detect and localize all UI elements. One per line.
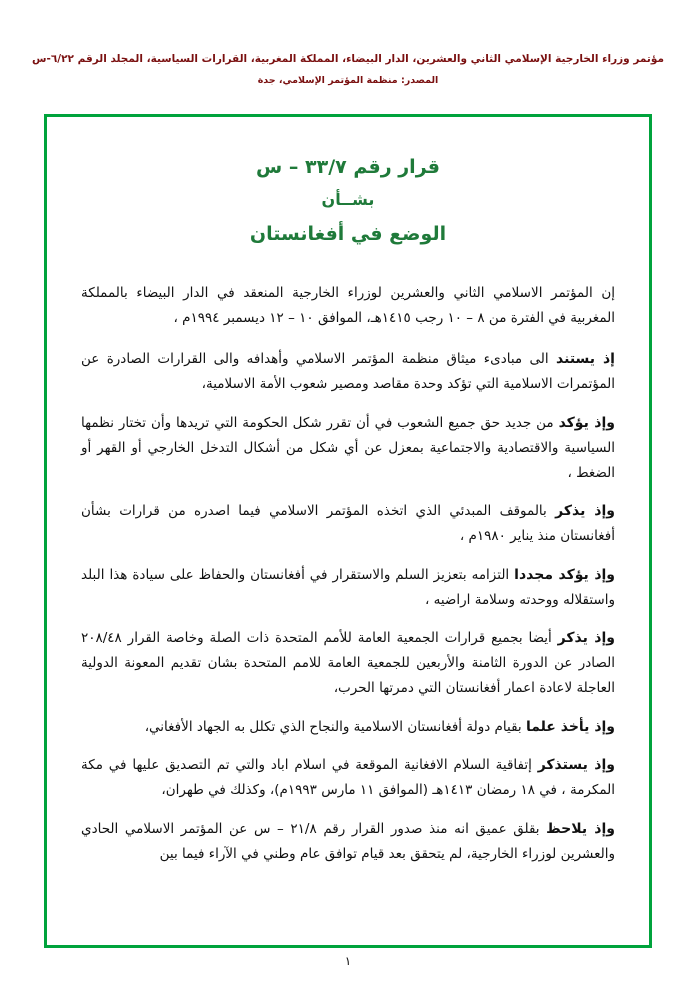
paragraph — [81, 817, 615, 867]
paragraph-lead: وإذ يؤكد مجددا — [514, 566, 616, 583]
paragraph — [81, 281, 615, 331]
paragraph-text: بقيام دولة أفغانستان الاسلامية والنجاح الذي تكلل به الجهاد الأفغاني، — [144, 718, 526, 735]
title-topic: الوضع في أفغانستان — [249, 223, 447, 245]
paragraph-lead: وإذ يذكر — [555, 503, 615, 519]
page-number: ١ — [344, 954, 352, 968]
document-header — [0, 52, 696, 88]
paragraph-text: أيضا بجميع قرارات الجمعية العامة للأمم المتحدة ذات الصلة وخاصة القرار ٢٠٨/٤٨ الصادر عن الدورة الثامنة والأربعين للجمعية العامة للامم المتحدة بشان تقديم المعونة الدولية العاجلة لاعادة اعمار أفغانستان التي دمرتها الحرب، — [81, 630, 615, 696]
paragraph-text: من جديد حق جميع الشعوب في أن تقرر شكل الحكومة التي تريدها وأن تختار نظمها السياسية والاقتصادية والاجتماعية بمعزل عن أي شكل من أشكال التدخل الخارجي أو القهر أو الضغط ، — [81, 414, 615, 481]
page-title: قرار رقم ٣٣/٧ – س — [256, 156, 440, 178]
paragraph — [81, 563, 615, 613]
title-preposition: بشــأن — [321, 190, 375, 209]
paragraph-text: إتفاقية السلام الافغانية الموقعة في اسلام اباد والتي تم التصديق عليها في مكة المكرمة ، في ١٨ رمضان ١٤١٣هـ (الموافق ١١ مارس ١٩٩٣م)، وكذلك في طهران، — [81, 757, 615, 798]
paragraph — [81, 626, 615, 701]
paragraph-text: بالموقف المبدئي الذي اتخذه المؤتمر الاسلامي فيما اصدره من قرارات بشأن أفغانستان منذ يناير ١٩٨٠م ، — [81, 503, 615, 544]
paragraph — [81, 715, 615, 740]
header-source-line: مؤتمر وزراء الخارجية الإسلامي الثاني والعشرين، الدار البيضاء، المملكة المغربية، القرارات السياسية، المجلد الرقم ٦/٢٢-س — [32, 53, 664, 65]
paragraph-lead: وإذ يؤكد — [558, 414, 615, 431]
green-border-frame — [44, 114, 652, 948]
resolution-body — [81, 281, 615, 867]
paragraph-lead: وإذ يستذكر — [537, 757, 615, 773]
paragraph — [81, 753, 615, 803]
header-origin-line: المصدر: منظمة المؤتمر الإسلامي، جدة — [257, 75, 439, 86]
paragraph-text: إن المؤتمر الاسلامي الثاني والعشرين لوزراء الخارجية المنعقد في الدار البيضاء بالمملكة المغربية في الفترة من ٨ – ١٠ رجب ١٤١٥هـ، الموافق ١٠ – ١٢ ديسمبر ١٩٩٤م ، — [81, 285, 615, 326]
paragraph-text: التزامه بتعزيز السلم والاستقرار في أفغانستان والحفاظ على سيادة هذا البلد واستقلاله ووحدته وسلامة اراضيه ، — [81, 566, 615, 608]
paragraph-lead: وإذ يذكر — [557, 630, 615, 646]
paragraph — [81, 411, 615, 486]
paragraph-text: بقلق عميق انه منذ صدور القرار رقم ٢١/٨ – س عن المؤتمر الاسلامي الحادي والعشرين لوزراء الخارجية، لم يتحقق بعد قيام توافق عام وطني في الآراء فيما بين — [81, 820, 615, 862]
paragraph-lead: إذ يستند — [556, 351, 615, 367]
resolution-title-block — [81, 153, 615, 249]
paragraph-lead: وإذ يأخذ علما — [525, 718, 615, 735]
paragraph — [81, 347, 615, 397]
paragraph — [81, 499, 615, 549]
document-content — [47, 117, 649, 945]
paragraph-lead: وإذ يلاحظ — [546, 820, 615, 837]
paragraph-text: الى مبادىء ميثاق منظمة المؤتمر الاسلامي وأهدافه والى القرارات الصادرة عن المؤتمرات الاسلامية التي تؤكد وحدة مقاصد ومصير شعوب الأمة الاسلامية، — [81, 351, 615, 392]
